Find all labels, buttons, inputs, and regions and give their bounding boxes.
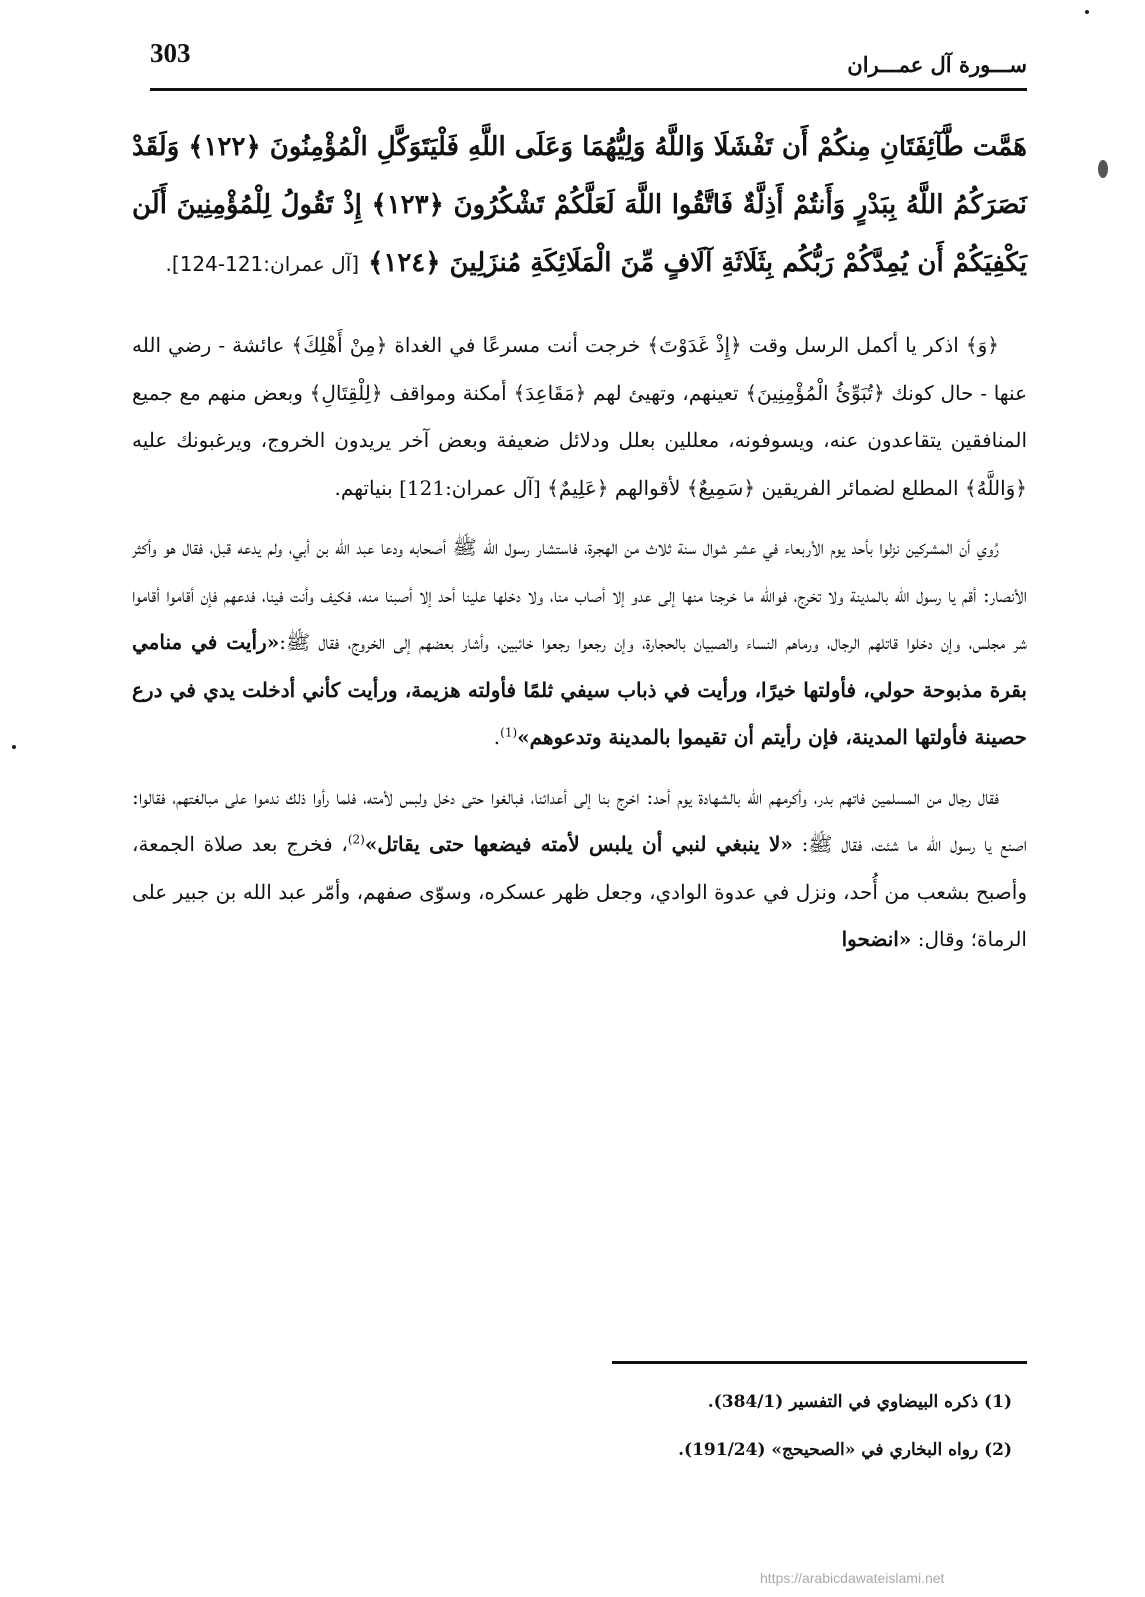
tafsir-body — [132, 322, 1027, 964]
footnote-2: (2) رواه البخاري في «الصحيحج» (191/24). — [678, 1440, 1012, 1460]
tafsir-paragraph-1: ﴿وَ﴾ اذكر يا أكمل الرسل وقت ﴿إِذْ غَدَوْتَ﴾ خرجت أنت مسرعًا في الغداة ﴿مِنْ أَهْلِكَ﴾ عائشة - رضي الله عنها - حال كونك ﴿تُبَوِّئُ الْمُؤْمِنِينَ﴾ تعينهم، وتهيئ لهم ﴿مَقَاعِدَ﴾ أمكنة ومواقف ﴿لِلْقِتَالِ﴾ وبعض منهم مع جميع المنافقين يتقاعدون عنه، ويسوفونه، معللين بعلل ودلائل ضعيفة وبعض آخر يريدون الخروج، ويرغبونك عليه ﴿وَاللَّهُ﴾ المطلع لضمائر الفريقين ﴿سَمِيعٌ﴾ لأقوالهم ﴿عَلِيمٌ﴾ [آل عمران:121] بنياتهم. — [132, 333, 1027, 500]
paragraph-3-rest: ، فخرج بعد صلاة الجمعة، وأصبح بشعب من أُحد، ونزل في عدوة الوادي، وجعل ظهر عسكره، وسوّى صفهم، وأمّر عبد الله بن جبير على الرماة؛ وقال: — [132, 832, 1027, 951]
surah-title: ســـورة آل عمـــران — [847, 52, 1027, 77]
paragraph-2-text: رُوي أن المشركين نزلوا بأحد يوم الأربعاء في عشر شوال سنة ثلاث من الهجرة، فاستشار رسول الله ﷺ أصحابه ودعا عبد الله بن أبي، ولم يدعه قبل، فقال هو وأكثر الأنصار: أقم يا رسول الله بالمدينة ولا تخرج، فوالله ما خرجنا منها إلى عدو إلا أصاب منا، ولا دخلها علينا أحد إلا أصبنا منه، فكيف وأنت فينا، فدعهم فإن أقاموا أقاموا شر مجلس، وإن دخلوا قاتلهم الرجال، ورماهم النساء والصبيان بالحجارة، وإن رجعوا رجعوا خائبين، وأشار بعضهم إلى الخروج، فقال ﷺ: — [132, 535, 1027, 654]
verse-reference: [آل عمران:121-124]. — [165, 252, 360, 276]
footnote-ref-2: (2) — [347, 832, 365, 847]
paragraph-2-end: . — [493, 725, 501, 749]
tafsir-paragraph-3 — [132, 774, 1027, 964]
scan-speck — [1098, 160, 1108, 178]
scan-speck — [12, 745, 16, 749]
page-number: 303 — [150, 38, 191, 68]
watermark-url: https://arabicdawateislami.net — [760, 1570, 945, 1586]
verse-text: هَمَّت طَّآئِفَتَانِ مِنكُمْ أَن تَفْشَلَا وَاللَّهُ وَلِيُّهُمَا وَعَلَى اللَّهِ فَلْيَتَوَكَّلِ الْمُؤْمِنُونَ ﴿١٢٢﴾ وَلَقَدْ نَصَرَكُمُ اللَّهُ بِبَدْرٍ وَأَنتُمْ أَذِلَّةٌ فَاتَّقُوا اللَّهَ لَعَلَّكُمْ تَشْكُرُونَ ﴿١٢٣﴾ إِذْ تَقُولُ لِلْمُؤْمِنِينَ أَلَن يَكْفِيَكُمْ أَن يُمِدَّكُمْ رَبُّكُم بِثَلَاثَةِ آلَافٍ مِّنَ الْمَلَائِكَةِ مُنزَلِينَ ﴿١٢٤﴾ — [132, 132, 1027, 278]
footnote-1: (1) ذكره البيضاوي في التفسير (384/1). — [707, 1392, 1012, 1412]
hadith-quote-2: «لا ينبغي لنبي أن يلبس لأمته فيضعها حتى يقاتل» — [364, 832, 793, 856]
hadith-quote-1: «رأيت في منامي بقرة مذبوحة حولي، فأولتها خيرًا، ورأيت في ذباب سيفي ثلمًا فأولته هزيمة، ورأيت كأني أدخلت يدي في درع حصينة فأولتها المدينة، فإن رأيتم أن تقيموا بالمدينة وتدعوهم» — [132, 630, 1027, 749]
paragraph-3-text: فقال رجال من المسلمين فاتهم بدر، وأكرمهم الله بالشهادة يوم أحد: اخرج بنا إلى أعدائنا، فبالغوا حتى دخل ولبس لأمته، فلما رأوا ذلك ندموا على مبالغتهم، فقالوا: اصنع يا رسول الله ما شئت، فقال ﷺ: — [132, 784, 1028, 856]
header-rule — [150, 88, 1027, 91]
tafsir-paragraph-2 — [132, 524, 1027, 762]
footnote-ref-1: (1) — [500, 725, 518, 740]
footnote-rule — [612, 1361, 1027, 1364]
footnotes — [132, 1378, 1012, 1474]
scan-speck — [1085, 10, 1089, 14]
paragraph-3-tail: «انضحوا — [841, 927, 912, 951]
quran-verses — [132, 118, 1027, 293]
